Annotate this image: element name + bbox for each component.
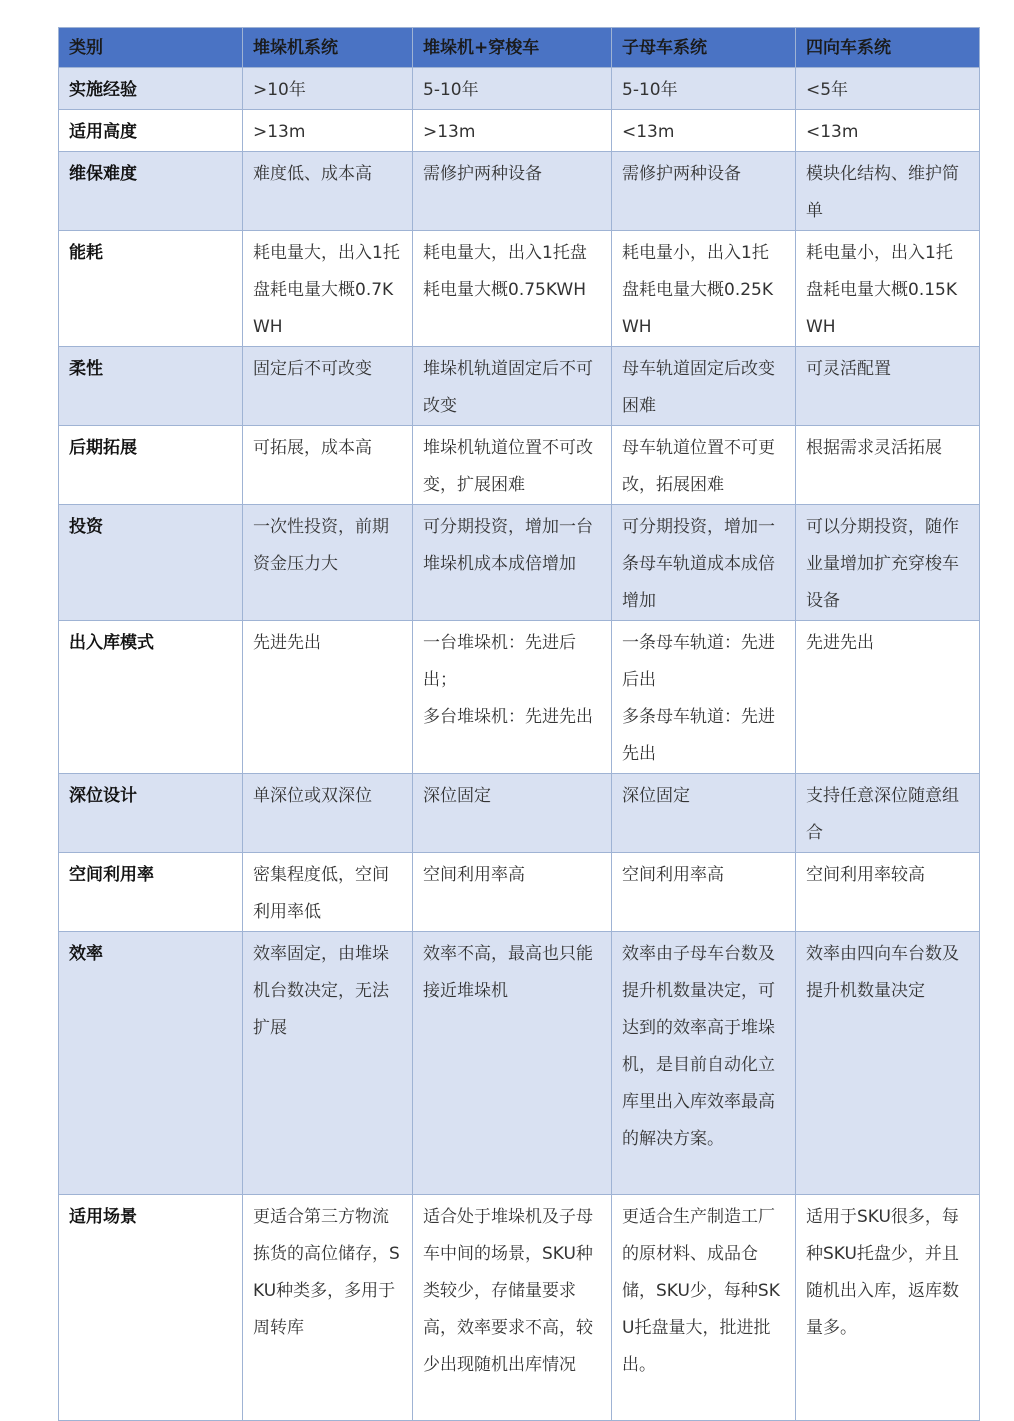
table-cell: 母车轨道固定后改变困难 xyxy=(612,347,796,426)
cell-line: 多台堆垛机：先进先出 xyxy=(423,707,593,727)
cell-line: 多条母车轨道：先进先出 xyxy=(622,707,775,764)
table-cell: 空间利用率较高 xyxy=(796,853,980,932)
row-label: 实施经验 xyxy=(59,68,243,110)
row-label: 效率 xyxy=(59,932,243,1195)
table-cell: 可分期投资，增加一台堆垛机成本成倍增加 xyxy=(413,505,612,621)
table-cell: 单深位或双深位 xyxy=(243,774,413,853)
row-label: 投资 xyxy=(59,505,243,621)
table-row xyxy=(59,231,980,347)
comparison-table xyxy=(58,27,980,1421)
row-label: 能耗 xyxy=(59,231,243,347)
table-cell: 效率由四向车台数及提升机数量决定 xyxy=(796,932,980,1195)
table-cell: 需修护两种设备 xyxy=(612,152,796,231)
table-cell: 效率固定，由堆垛机台数决定，无法扩展 xyxy=(243,932,413,1195)
header-mother-child-system: 子母车系统 xyxy=(612,28,796,68)
table-cell: 适合处于堆垛机及子母车中间的场景，SKU种类较少，存储量要求高，效率要求不高，较少出现随机出库情况 xyxy=(413,1195,612,1421)
table-cell: 一次性投资，前期资金压力大 xyxy=(243,505,413,621)
table-cell: 可灵活配置 xyxy=(796,347,980,426)
table-row xyxy=(59,68,980,110)
table-cell: 可分期投资，增加一条母车轨道成本成倍增加 xyxy=(612,505,796,621)
table-cell xyxy=(612,621,796,774)
table-row xyxy=(59,110,980,152)
table-cell: 先进先出 xyxy=(796,621,980,774)
table-cell: 深位固定 xyxy=(612,774,796,853)
table-cell: 适用于SKU很多，每种SKU托盘少，并且随机出入库，返库数量多。 xyxy=(796,1195,980,1421)
table-cell: 更适合生产制造工厂的原材料、成品仓储，SKU少，每种SKU托盘量大，批进批出。 xyxy=(612,1195,796,1421)
table-cell: 空间利用率高 xyxy=(612,853,796,932)
table-row xyxy=(59,1195,980,1421)
row-label: 深位设计 xyxy=(59,774,243,853)
table-cell: 5-10年 xyxy=(612,68,796,110)
table-cell: 先进先出 xyxy=(243,621,413,774)
table-cell: 模块化结构、维护简单 xyxy=(796,152,980,231)
table-cell: 需修护两种设备 xyxy=(413,152,612,231)
table-row xyxy=(59,932,980,1195)
table-cell: 固定后不可改变 xyxy=(243,347,413,426)
table-cell: <13m xyxy=(796,110,980,152)
table-row xyxy=(59,152,980,231)
table-cell: 更适合第三方物流拣货的高位储存，SKU种类多，多用于周转库 xyxy=(243,1195,413,1421)
row-label: 适用场景 xyxy=(59,1195,243,1421)
table-cell: 难度低、成本高 xyxy=(243,152,413,231)
table-cell: 根据需求灵活拓展 xyxy=(796,426,980,505)
table-cell: 效率由子母车台数及提升机数量决定，可达到的效率高于堆垛机，是目前自动化立库里出入库效率最高的解决方案。 xyxy=(612,932,796,1195)
table-cell: 可拓展，成本高 xyxy=(243,426,413,505)
row-label: 出入库模式 xyxy=(59,621,243,774)
table-cell: 空间利用率高 xyxy=(413,853,612,932)
table-row xyxy=(59,853,980,932)
table-cell: 耗电量大，出入1托盘耗电量大概0.75KWH xyxy=(413,231,612,347)
table-cell: 母车轨道位置不可更改，拓展困难 xyxy=(612,426,796,505)
table-cell xyxy=(413,621,612,774)
header-category: 类别 xyxy=(59,28,243,68)
row-label: 后期拓展 xyxy=(59,426,243,505)
row-label: 空间利用率 xyxy=(59,853,243,932)
header-stacker-shuttle: 堆垛机+穿梭车 xyxy=(413,28,612,68)
table-row xyxy=(59,505,980,621)
table-cell: 耗电量小，出入1托盘耗电量大概0.15KWH xyxy=(796,231,980,347)
cell-line: 一台堆垛机：先进后出； xyxy=(423,633,576,690)
table-cell: <5年 xyxy=(796,68,980,110)
row-label: 柔性 xyxy=(59,347,243,426)
header-four-way-system: 四向车系统 xyxy=(796,28,980,68)
row-label: 维保难度 xyxy=(59,152,243,231)
table-cell: 深位固定 xyxy=(413,774,612,853)
table-cell: 可以分期投资，随作业量增加扩充穿梭车设备 xyxy=(796,505,980,621)
table-cell: >13m xyxy=(243,110,413,152)
row-label: 适用高度 xyxy=(59,110,243,152)
table-cell: <13m xyxy=(612,110,796,152)
table-row xyxy=(59,774,980,853)
table-row xyxy=(59,621,980,774)
table-cell: 效率不高，最高也只能接近堆垛机 xyxy=(413,932,612,1195)
table-row xyxy=(59,347,980,426)
cell-line: 一条母车轨道：先进后出 xyxy=(622,633,775,690)
table-cell: 堆垛机轨道固定后不可改变 xyxy=(413,347,612,426)
header-row xyxy=(59,28,980,68)
table-cell: 堆垛机轨道位置不可改变，扩展困难 xyxy=(413,426,612,505)
table-cell: >10年 xyxy=(243,68,413,110)
table-row xyxy=(59,426,980,505)
table-cell: 耗电量大，出入1托盘耗电量大概0.7KWH xyxy=(243,231,413,347)
table-cell: 耗电量小，出入1托盘耗电量大概0.25KWH xyxy=(612,231,796,347)
table-cell: 5-10年 xyxy=(413,68,612,110)
table-cell: >13m xyxy=(413,110,612,152)
table-cell: 支持任意深位随意组合 xyxy=(796,774,980,853)
header-stacker-system: 堆垛机系统 xyxy=(243,28,413,68)
table-cell: 密集程度低，空间利用率低 xyxy=(243,853,413,932)
